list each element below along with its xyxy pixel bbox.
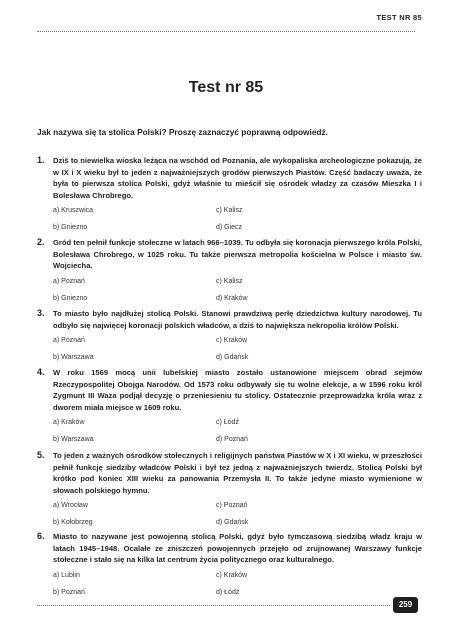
answer-options [53, 501, 422, 528]
question-number: 2. [37, 237, 45, 247]
question-text: Dziś to niewielka wioska leżąca na wschód od Poznania, ale wykopaliska archeologiczne pokazują, że w IX i X wieku był to jeden z najważniejszych grodów pierwszych Piastów. Część badaczy uważa, że była to pierwsza stolica Polski, gdyż właśnie tu mieścił się ośrodek władzy za czasów Mieszka I i Bolesława Chrobrego. [53, 156, 422, 200]
answer-c[interactable]: c) Poznań [216, 502, 248, 510]
answer-a[interactable]: a) Wrocław [53, 502, 88, 510]
question-6 [37, 531, 422, 605]
answer-b[interactable]: b) Poznań [53, 588, 85, 596]
question-1 [37, 155, 422, 240]
answer-c[interactable]: c) Łódź [216, 419, 239, 427]
question-2 [37, 237, 422, 311]
question-number: 3. [37, 308, 45, 318]
answer-b[interactable]: b) Gniezno [53, 294, 88, 302]
question-number: 1. [37, 155, 45, 165]
answer-d[interactable]: d) Gdańsk [216, 354, 249, 362]
answer-b[interactable]: b) Gniezno [53, 224, 88, 232]
instruction: Jak nazywa się ta stolica Polski? Proszę zaznaczyć poprawną odpowiedź. [37, 127, 328, 137]
answer-c[interactable]: c) Kalisz [216, 277, 243, 285]
answer-c[interactable]: c) Kalisz [216, 207, 243, 215]
running-header: TEST NR 85 [376, 13, 422, 22]
question-number: 5. [37, 450, 45, 460]
answer-b[interactable]: b) Kołobrzeg [53, 519, 93, 527]
answer-options [53, 418, 422, 445]
answer-d[interactable]: d) Giecz [216, 224, 243, 232]
answer-c[interactable]: c) Kraków [216, 337, 248, 345]
answer-a[interactable]: a) Kruszwica [53, 207, 94, 215]
page-number: 259 [393, 597, 418, 613]
header-divider [37, 31, 415, 32]
question-text: To miasto było najdłużej stolicą Polski. Stanowi prawdziwą perłę dziedzictwa kultury narodowej. Tu odbyło się najwięcej koronacji polskich władców, a dziś to największa nekropolia królów Polski. [53, 309, 422, 330]
page-title: Test nr 85 [188, 79, 264, 96]
question-number: 4. [37, 367, 45, 377]
answer-options [53, 571, 422, 598]
footer-divider [37, 605, 390, 606]
question-text: To jeden z ważnych ośrodków stołecznych i religijnych państwa Piastów w X i XI wieku, w przeszłości pełnił funkcję siedziby władców Polski i był też jedną z najważniejszych twierdz. Stolicą Polski był krótko pod koniec XIII wieku za panowania Przemysła II. To także jedyne miasto wymienione w słowach polskiego hymnu. [53, 451, 422, 495]
question-5 [37, 450, 422, 535]
answer-d[interactable]: d) Kraków [216, 294, 248, 302]
answer-a[interactable]: a) Lublin [53, 571, 80, 579]
question-text: Gród ten pełnił funkcje stołeczne w latach 966–1039. Tu odbyła się koronacja pierwszego króla Polski, Bolesława Chrobrego, w 1025 roku. Tu także pierwsza metropolia kościelna w Polsce i miasto św. Wojciecha. [53, 238, 422, 271]
question-4 [37, 367, 422, 452]
question-text: Miasto to nazywane jest powojenną stolicą Polski, gdyż było tymczasową siedzibą władz kraju w latach 1945–1948. Ocalałe ze zniszczeń powojennych przejęło od zrujnowanej Warszawy funkcje stołeczne i stało się na kilka lat centrum życia politycznego oraz kulturalnego. [53, 532, 422, 565]
answer-d[interactable]: d) Poznań [216, 436, 248, 444]
answer-options [53, 206, 422, 233]
answer-d[interactable]: d) Gdańsk [216, 519, 249, 527]
answer-d[interactable]: d) Łódź [216, 588, 240, 596]
answer-c[interactable]: c) Kraków [216, 571, 248, 579]
answer-b[interactable]: b) Warszawa [53, 354, 94, 362]
question-text: W roku 1569 mocą unii lubelskiej miasto zostało ustanowione miejscem obrad sejmów Rzeczypospolitej Obojga Narodów. Od 1573 roku odbywały się tu wolne elekcje, a w 1596 roku król Zygmunt III Waza podjął decyzję o przeniesieniu tu stolicy. Ostatecznie przeprowadzka króla wraz z dworem miała miejsce w 1609 roku. [53, 368, 422, 412]
answer-b[interactable]: b) Warszawa [53, 436, 94, 444]
question-number: 6. [37, 531, 45, 541]
question-3 [37, 308, 422, 370]
answer-options [53, 336, 422, 363]
answer-a[interactable]: a) Poznań [53, 277, 85, 285]
answer-a[interactable]: a) Poznań [53, 337, 85, 345]
answer-a[interactable]: a) Kraków [53, 419, 85, 427]
answer-options [53, 277, 422, 304]
